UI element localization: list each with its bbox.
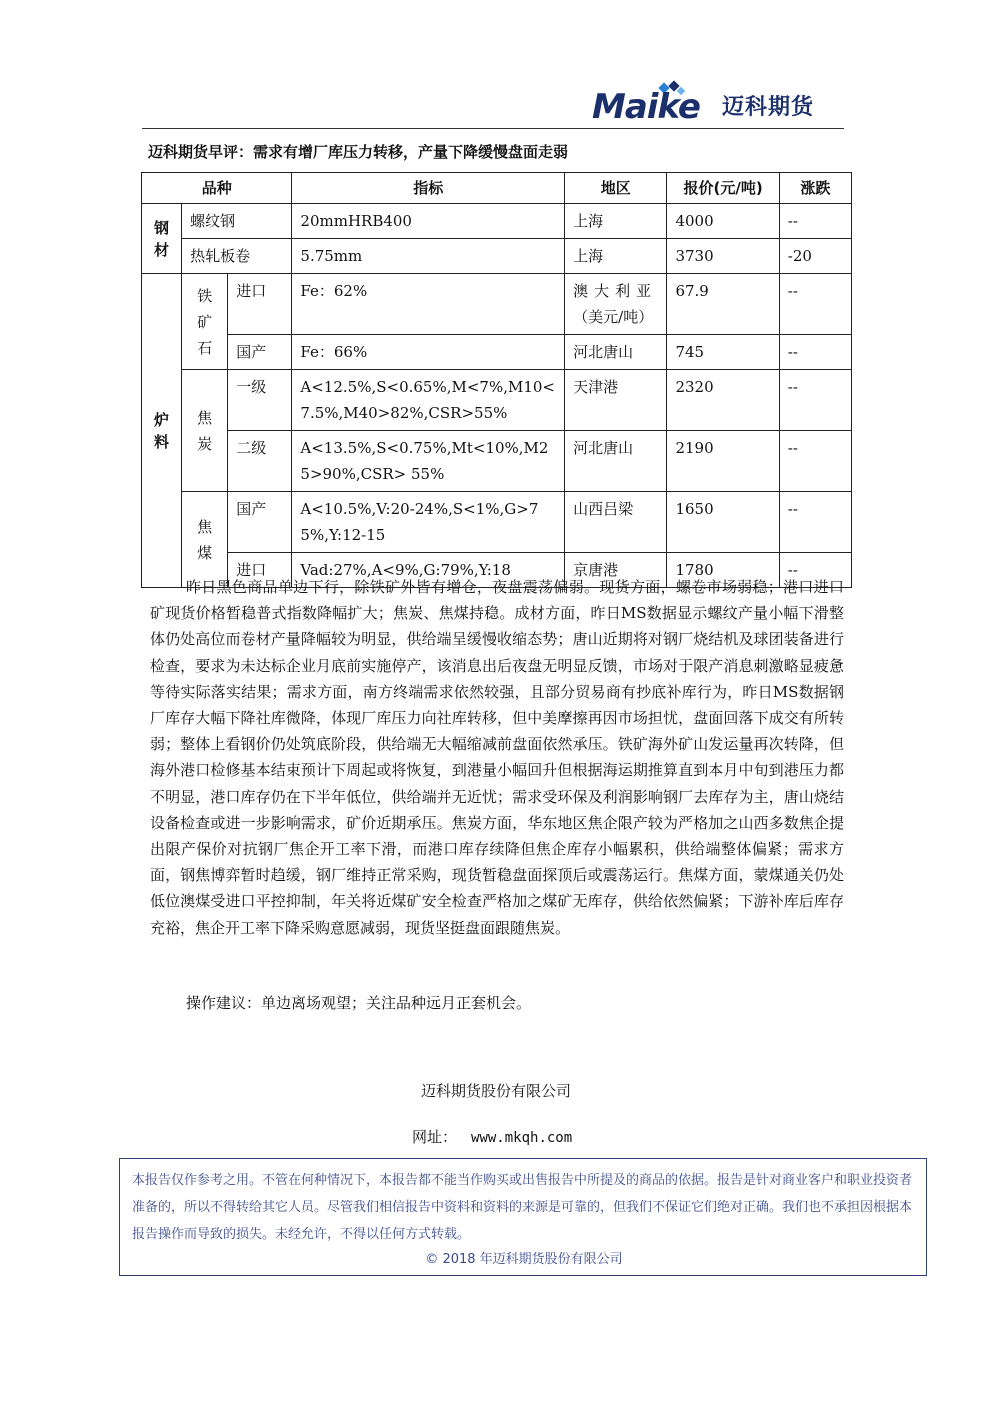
- row-indicator: A<12.5%,S<0.65%,M<7%,M10<7.5%,M40>82%,CSR>55%: [292, 370, 565, 431]
- table-row: [142, 239, 852, 274]
- row-region: 上海: [565, 204, 667, 239]
- subcategory-iron-ore: 铁矿石: [182, 274, 228, 370]
- row-region: 河北唐山: [565, 431, 667, 492]
- commentary-paragraph: 昨日黑色商品单边下行，除铁矿外皆有增仓，夜盘震荡偏弱。现货方面，螺卷市场弱稳；港口进口矿现货价格暂稳普式指数降幅扩大；焦炭、焦煤持稳。成材方面，昨日MS数据显示螺纹产量小幅下滑整体仍处高位而卷材产量降幅较为明显，供给端呈缓慢收缩态势；唐山近期将对钢厂烧结机及球团装备进行检查，要求为未达标企业月底前实施停产，该消息出后夜盘无明显反馈，市场对于限产消息刺激略显疲惫等待实际落实结果；需求方面，南方终端需求依然较强，且部分贸易商有抄底补库行为，昨日MS数据钢厂库存大幅下降社库微降，体现厂库压力向社库转移，但中美摩擦再因市场担忧，盘面回落下成交有所转弱；整体上看钢价仍处筑底阶段，供给端无大幅缩减前盘面依然承压。铁矿海外矿山发运量再次转降，但海外港口检修基本结束预计下周起或将恢复，到港量小幅回升但根据海运期推算直到本月中旬到港压力都不明显，港口库存仍在下半年低位，供给端并无近忧；需求受环保及利润影响钢厂去库存为主，唐山烧结设备检查或进一步影响需求，矿价近期承压。焦炭方面，华东地区焦企限产较为严格加之山西多数焦企提出限产保价对抗钢厂焦企开工率下滑，而港口库存续降但焦企库存小幅累积，供给端整体偏紧；需求方面，钢焦博弈暂时趋缓，钢厂维持正常采购，现货暂稳盘面探顶后或震荡运行。焦煤方面，蒙煤通关仍处低位澳煤受进口平控抑制，年关将近煤矿安全检查严格加之煤矿无库存，供给依然偏紧；下游补库后库存充裕，焦企开工率下降采购意愿减弱，现货坚挺盘面跟随焦炭。: [150, 578, 844, 937]
- row-price: 745: [667, 335, 779, 370]
- category-furnace: 炉料: [142, 274, 182, 588]
- header-change: 涨跌: [779, 173, 851, 204]
- row-region: 京唐港: [565, 553, 667, 588]
- row-indicator: 5.75mm: [292, 239, 565, 274]
- disclaimer-box: [119, 1158, 927, 1276]
- maike-logo: [592, 78, 844, 127]
- table-row: [142, 204, 852, 239]
- row-price: 2190: [667, 431, 779, 492]
- copyright-text: © 2018 年迈科期货股份有限公司: [425, 1252, 623, 1267]
- row-region: 上海: [565, 239, 667, 274]
- row-change: -20: [779, 239, 851, 274]
- region-name: 澳大利亚: [573, 282, 658, 300]
- website-link[interactable]: www.mkqh.com: [471, 1130, 573, 1146]
- row-region: 天津港: [565, 370, 667, 431]
- region-note: （美元/吨）: [573, 308, 654, 326]
- table-row: [142, 492, 852, 553]
- row-region: 河北唐山: [565, 335, 667, 370]
- header-divider: [142, 128, 844, 129]
- row-price: 67.9: [667, 274, 779, 335]
- row-name: 一级: [228, 370, 292, 431]
- price-table: [141, 172, 852, 588]
- header-region: 地区: [565, 173, 667, 204]
- header-price: 报价(元/吨): [667, 173, 779, 204]
- row-price: 1780: [667, 553, 779, 588]
- table-row: [142, 431, 852, 492]
- logo-text-cn: 迈科期货: [722, 95, 815, 120]
- disclaimer-text: 本报告仅作参考之用。不管在何种情况下，本报告都不能当作购买或出售报告中所提及的商品的依据。报告是针对商业客户和职业投资者准备的，所以不得转给其它人员。尽管我们相信报告中资料和资料的来源是可靠的，但我们不保证它们绝对正确。我们也不承担因根据本报告操作而导致的损失。未经允许，不得以任何方式转载。: [132, 1173, 913, 1242]
- row-change: --: [779, 204, 851, 239]
- website-line: [412, 1126, 572, 1147]
- row-indicator: Fe：66%: [292, 335, 565, 370]
- row-price: 3730: [667, 239, 779, 274]
- table-header-row: [142, 173, 852, 204]
- website-label: 网址：: [412, 1128, 458, 1146]
- row-indicator: A<13.5%,S<0.75%,Mt<10%,M25>90%,CSR> 55%: [292, 431, 565, 492]
- row-change: --: [779, 335, 851, 370]
- row-indicator: A<10.5%,V:20-24%,S<1%,G>75%,Y:12-15: [292, 492, 565, 553]
- row-price: 2320: [667, 370, 779, 431]
- row-price: 1650: [667, 492, 779, 553]
- row-indicator: 20mmHRB400: [292, 204, 565, 239]
- row-name: 热轧板卷: [182, 239, 292, 274]
- row-change: --: [779, 553, 851, 588]
- header-indicator: 指标: [292, 173, 565, 204]
- row-name: 二级: [228, 431, 292, 492]
- logo-text-en: Maike: [592, 87, 700, 127]
- row-indicator: Fe：62%: [292, 274, 565, 335]
- table-row: [142, 274, 852, 335]
- row-price: 4000: [667, 204, 779, 239]
- subcategory-coke: 焦炭: [182, 370, 228, 492]
- category-steel: 钢材: [142, 204, 182, 274]
- row-indicator: Vad:27%,A<9%,G:79%,Y:18: [292, 553, 565, 588]
- row-region: 山西吕梁: [565, 492, 667, 553]
- row-name: 螺纹钢: [182, 204, 292, 239]
- table-row: [142, 370, 852, 431]
- row-name: 进口: [228, 553, 292, 588]
- header-variety: 品种: [142, 173, 292, 204]
- row-change: --: [779, 431, 851, 492]
- row-name: 国产: [228, 335, 292, 370]
- operation-advice: 操作建议：单边离场观望；关注品种远月正套机会。: [186, 994, 532, 1012]
- subcategory-coking-coal: 焦煤: [182, 492, 228, 588]
- report-title: 迈科期货早评：需求有增厂库压力转移，产量下降缓慢盘面走弱: [148, 143, 569, 161]
- row-region: [565, 274, 667, 335]
- company-name: 迈科期货股份有限公司: [420, 1082, 571, 1100]
- row-name: 进口: [228, 274, 292, 335]
- row-change: --: [779, 492, 851, 553]
- row-change: --: [779, 274, 851, 335]
- table-row: [142, 335, 852, 370]
- row-name: 国产: [228, 492, 292, 553]
- row-change: --: [779, 370, 851, 431]
